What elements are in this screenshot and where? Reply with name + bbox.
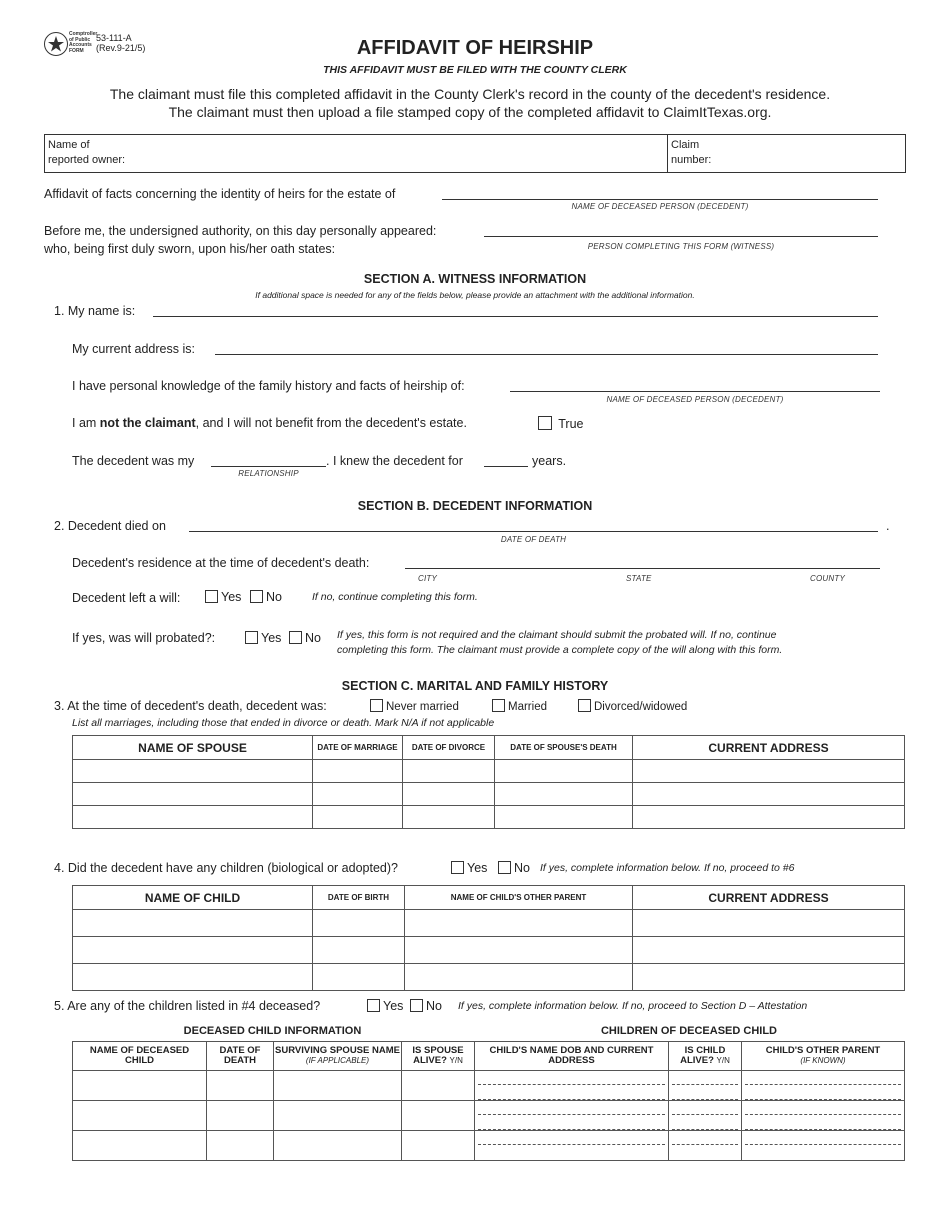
spouse-address-header: CURRENT ADDRESS — [633, 736, 905, 760]
not-claimant-statement: I am not the claimant, and I will not benefit from the decedent's estate. — [72, 416, 467, 430]
table-row — [73, 964, 905, 991]
children-table — [72, 885, 905, 991]
intro-line-2: The claimant must then upload a file stamped copy of the completed affidavit to ClaimItTexas.org. — [168, 104, 772, 120]
probated-note-2: completing this form. The claimant must provide a complete copy of the will along with this form. — [337, 644, 783, 656]
children-yes-option: Yes — [451, 861, 487, 875]
surviving-spouse-header: SURVIVING SPOUSE NAME (IF APPLICABLE) — [274, 1042, 402, 1071]
table-row — [73, 1131, 905, 1161]
q3-note: List all marriages, including those that ended in divorce or death. Mark N/A if not applicable — [72, 717, 495, 729]
q5-label: 5. Are any of the children listed in #4 deceased? — [54, 999, 321, 1013]
probated-yes-checkbox[interactable] — [245, 631, 258, 644]
will-note: If no, continue completing this form. — [312, 591, 478, 603]
reported-owner-field[interactable] — [45, 135, 668, 172]
spouse-death-header: DATE OF SPOUSE'S DEATH — [495, 736, 633, 760]
date-of-death-field[interactable] — [189, 531, 878, 532]
spouse-alive-header: IS SPOUSE ALIVE? Y/N — [402, 1042, 475, 1071]
section-b-title: SECTION B. DECEDENT INFORMATION — [357, 499, 593, 513]
table-row — [73, 1101, 905, 1131]
deceased-yes-checkbox[interactable] — [367, 999, 380, 1012]
facts-text: Affidavit of facts concerning the identity of heirs for the estate of — [44, 187, 396, 201]
table-row — [73, 910, 905, 937]
reported-owner-label-2: reported owner: — [48, 154, 126, 166]
date-period: . — [886, 519, 890, 533]
divorced-checkbox[interactable] — [578, 699, 591, 712]
current-address-label: My current address is: — [72, 342, 195, 356]
section-a-title: SECTION A. WITNESS INFORMATION — [363, 272, 587, 286]
relationship-caption: RELATIONSHIP — [238, 469, 299, 478]
will-no-checkbox[interactable] — [250, 590, 263, 603]
table-row — [73, 806, 905, 829]
relationship-post: years. — [532, 454, 567, 468]
deceased-yes-option: Yes — [367, 999, 403, 1013]
died-on-label: 2. Decedent died on — [54, 519, 166, 533]
claim-number-field[interactable] — [668, 135, 904, 172]
children-of-deceased-group-title: CHILDREN OF DECEASED CHILD — [600, 1025, 777, 1037]
knowledge-label: I have personal knowledge of the family history and facts of heirship of: — [72, 379, 465, 393]
owner-claim-box — [44, 134, 906, 173]
table-row — [73, 783, 905, 806]
child-other-parent-known-header: CHILD'S OTHER PARENT (IF KNOWN) — [742, 1042, 905, 1071]
never-married-checkbox[interactable] — [370, 699, 383, 712]
agency-name: Comptroller of Public Accounts FORM — [69, 31, 98, 54]
child-alive-header: IS CHILD ALIVE? Y/N — [669, 1042, 742, 1071]
table-row — [73, 937, 905, 964]
my-name-field[interactable] — [153, 316, 878, 317]
child-address-header: CURRENT ADDRESS — [633, 886, 905, 910]
deceased-no-option: No — [410, 999, 442, 1013]
claim-number-label-2: number: — [671, 154, 712, 166]
children-no-checkbox[interactable] — [498, 861, 511, 874]
will-label: Decedent left a will: — [72, 591, 181, 605]
form-number: 53-111-A — [96, 33, 132, 43]
table-row — [73, 760, 905, 783]
child-name-dob-header: CHILD'S NAME DOB AND CURRENT ADDRESS — [475, 1042, 669, 1071]
true-checkbox[interactable] — [538, 416, 552, 430]
probated-note-1: If yes, this form is not required and the claimant should submit the probated will. If no, continue — [337, 629, 777, 641]
relationship-mid: . I knew the decedent for — [326, 454, 463, 468]
form-revision: (Rev.9-21/5) — [96, 43, 146, 53]
city-caption: CITY — [418, 574, 438, 583]
deceased-no-checkbox[interactable] — [410, 999, 423, 1012]
true-option: True — [538, 416, 584, 431]
q3-label: 3. At the time of decedent's death, decedent was: — [54, 699, 327, 713]
section-c-title: SECTION C. MARITAL AND FAMILY HISTORY — [341, 679, 609, 693]
relationship-field[interactable] — [211, 466, 326, 467]
married-option: Married — [492, 699, 547, 713]
state-caption: STATE — [626, 574, 652, 583]
marriage-date-header: DATE OF MARRIAGE — [313, 736, 403, 760]
decedent-name-caption: NAME OF DECEASED PERSON (DECEDENT) — [571, 202, 749, 211]
married-checkbox[interactable] — [492, 699, 505, 712]
witness-name-field[interactable] — [484, 236, 878, 237]
divorce-date-header: DATE OF DIVORCE — [403, 736, 495, 760]
residence-label: Decedent's residence at the time of decedent's death: — [72, 556, 370, 570]
probated-yes-option: Yes — [245, 631, 281, 645]
knowledge-caption: NAME OF DECEASED PERSON (DECEDENT) — [606, 395, 784, 404]
knowledge-decedent-field[interactable] — [510, 391, 880, 392]
q4-note: If yes, complete information below. If no, proceed to #6 — [540, 862, 795, 874]
county-caption: COUNTY — [810, 574, 845, 583]
before-me-text: Before me, the undersigned authority, on this day personally appeared: — [44, 224, 437, 238]
children-no-option: No — [498, 861, 530, 875]
intro-line-1: The claimant must file this completed affidavit in the County Clerk's record in the county of the decedent's residence. — [109, 86, 831, 102]
section-a-note: If additional space is needed for any of the fields below, please provide an attachment with the additional information. — [255, 290, 695, 300]
date-of-death-caption: DATE OF DEATH — [500, 535, 567, 544]
q5-note: If yes, complete information below. If no, proceed to Section D – Attestation — [458, 1000, 808, 1012]
probated-no-checkbox[interactable] — [289, 631, 302, 644]
page-subtitle: THIS AFFIDAVIT MUST BE FILED WITH THE COUNTY CLERK — [323, 64, 627, 76]
children-yes-checkbox[interactable] — [451, 861, 464, 874]
claim-number-label: Claim — [671, 139, 700, 151]
deceased-child-group-title: DECEASED CHILD INFORMATION — [183, 1025, 362, 1037]
q4-label: 4. Did the decedent have any children (biological or adopted)? — [54, 861, 398, 875]
relationship-pre: The decedent was my — [72, 454, 195, 468]
will-yes-checkbox[interactable] — [205, 590, 218, 603]
decedent-name-field[interactable] — [442, 199, 878, 200]
residence-field[interactable] — [405, 568, 880, 569]
witness-caption: PERSON COMPLETING THIS FORM (WITNESS) — [587, 242, 775, 251]
never-married-option: Never married — [370, 699, 459, 713]
probated-no-option: No — [289, 631, 321, 645]
deceased-child-death-header: DATE OF DEATH — [207, 1042, 274, 1071]
years-known-field[interactable] — [484, 466, 528, 467]
probated-label: If yes, was will probated?: — [72, 631, 216, 645]
my-name-label: 1. My name is: — [54, 304, 136, 318]
will-yes-option: Yes — [205, 590, 241, 604]
child-other-parent-header: NAME OF CHILD'S OTHER PARENT — [405, 886, 633, 910]
spouse-name-header: NAME OF SPOUSE — [73, 736, 313, 760]
current-address-field[interactable] — [215, 354, 878, 355]
page-title: AFFIDAVIT OF HEIRSHIP — [356, 37, 594, 59]
sworn-text: who, being first duly sworn, upon his/her oath states: — [44, 242, 336, 256]
child-name-header: NAME OF CHILD — [73, 886, 313, 910]
reported-owner-label: Name of — [48, 139, 90, 151]
deceased-child-name-header: NAME OF DECEASED CHILD — [73, 1042, 207, 1071]
table-row — [73, 1071, 905, 1101]
divorced-option: Divorced/widowed — [578, 699, 687, 713]
will-no-option: No — [250, 590, 282, 604]
child-birth-header: DATE OF BIRTH — [313, 886, 405, 910]
spouse-table — [72, 735, 905, 829]
deceased-child-table — [72, 1041, 905, 1161]
